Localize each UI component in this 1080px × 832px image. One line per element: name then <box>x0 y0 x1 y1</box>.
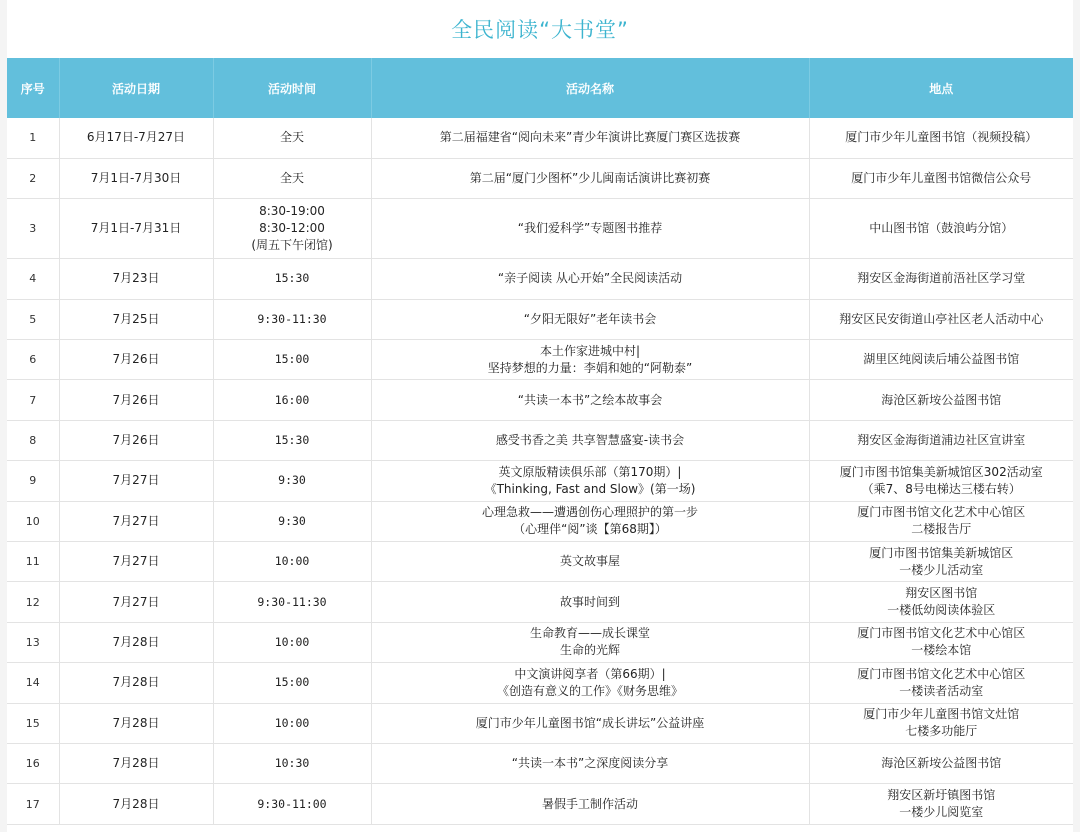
header-row <box>7 58 1073 118</box>
cell-place <box>809 703 1073 743</box>
time-line: 15:00 <box>274 352 310 367</box>
cell-name <box>371 340 809 380</box>
table-row <box>7 784 1073 824</box>
cell-no: 14 <box>7 663 59 703</box>
table-row <box>7 420 1073 460</box>
cell-time <box>213 461 371 501</box>
cell-time <box>213 743 371 783</box>
table-row <box>7 199 1073 259</box>
name-line: “亲子阅读 从心开始”全民阅读活动 <box>497 271 683 286</box>
time-line: 8:30-19:00 <box>259 204 325 219</box>
cell-no: 16 <box>7 743 59 783</box>
place-line: 厦门市图书馆文化艺术中心馆区 <box>857 666 1026 681</box>
place-line: 二楼报告厅 <box>911 522 972 537</box>
cell-name <box>371 199 809 259</box>
place-line: 海沧区新垵公益图书馆 <box>881 392 1002 407</box>
time-line: 10:00 <box>274 634 310 649</box>
cell-name <box>371 501 809 541</box>
cell-time <box>213 420 371 460</box>
cell-no: 11 <box>7 542 59 582</box>
place-line: 厦门市图书馆集美新城馆区 <box>869 545 1014 560</box>
time-line: 9:30 <box>278 473 306 488</box>
name-line: 《创造有意义的工作》《财务思维》 <box>496 683 683 698</box>
cell-date: 7月27日 <box>59 582 213 622</box>
time-line: (周五下午闭馆) <box>251 238 333 253</box>
cell-no: 13 <box>7 622 59 662</box>
name-line: 本土作家进城中村| <box>539 343 641 358</box>
cell-time <box>213 703 371 743</box>
place-line: 翔安区图书馆 <box>905 586 978 601</box>
place-line: 厦门市少年儿童图书馆（视频投稿） <box>845 130 1038 145</box>
cell-place <box>809 542 1073 582</box>
cell-date: 7月25日 <box>59 299 213 339</box>
cell-date: 7月1日-7月30日 <box>59 158 213 198</box>
cell-no: 7 <box>7 380 59 420</box>
header-date: 活动日期 <box>59 58 213 118</box>
cell-date: 7月27日 <box>59 501 213 541</box>
place-line: 七楼多功能厅 <box>905 724 978 739</box>
name-line: 暑假手工制作活动 <box>541 796 638 811</box>
table-body <box>7 118 1073 824</box>
time-line: 9:30-11:00 <box>257 796 327 811</box>
place-line: 厦门市少年儿童图书馆微信公众号 <box>851 171 1032 186</box>
place-line: 厦门市少年儿童图书馆文灶馆 <box>863 707 1020 722</box>
time-line: 16:00 <box>274 392 310 407</box>
cell-time <box>213 158 371 198</box>
table-row <box>7 299 1073 339</box>
table-row <box>7 158 1073 198</box>
cell-name <box>371 703 809 743</box>
cell-date: 7月28日 <box>59 703 213 743</box>
page-title: 全民阅读“大书堂” <box>451 18 629 42</box>
cell-time <box>213 542 371 582</box>
name-line: 中文演讲阅享者（第66期）| <box>514 666 666 681</box>
table-row <box>7 461 1073 501</box>
place-line: 厦门市图书馆集美新城馆区302活动室 <box>839 464 1043 479</box>
title-bar <box>7 0 1073 58</box>
cell-date: 7月26日 <box>59 420 213 460</box>
name-line: 厦门市少年儿童图书馆“成长讲坛”公益讲座 <box>475 715 705 730</box>
cell-no: 12 <box>7 582 59 622</box>
time-line: 9:30 <box>278 513 306 528</box>
place-line: 一楼低幼阅读体验区 <box>887 603 996 618</box>
place-line: 厦门市图书馆文化艺术中心馆区 <box>857 505 1026 520</box>
table-row <box>7 542 1073 582</box>
cell-name <box>371 380 809 420</box>
time-line: 全天 <box>279 130 304 145</box>
cell-name <box>371 158 809 198</box>
cell-date: 7月28日 <box>59 784 213 824</box>
cell-name <box>371 542 809 582</box>
name-line: “共读一本书”之绘本故事会 <box>517 392 663 407</box>
name-line: “共读一本书”之深度阅读分享 <box>511 756 669 771</box>
cell-place <box>809 158 1073 198</box>
place-line: 海沧区新垵公益图书馆 <box>881 756 1002 771</box>
name-line: （心理伴“阅”谈【第68期】） <box>513 522 667 537</box>
cell-place <box>809 461 1073 501</box>
place-line: 湖里区纯阅读后埔公益图书馆 <box>863 352 1020 367</box>
cell-date: 7月27日 <box>59 461 213 501</box>
name-line: “夕阳无限好”老年读书会 <box>523 311 657 326</box>
time-line: 15:30 <box>274 271 310 286</box>
cell-date: 7月28日 <box>59 663 213 703</box>
cell-date: 7月26日 <box>59 380 213 420</box>
cell-no: 3 <box>7 199 59 259</box>
table-row <box>7 380 1073 420</box>
cell-place <box>809 663 1073 703</box>
cell-place <box>809 784 1073 824</box>
cell-time <box>213 582 371 622</box>
cell-no: 9 <box>7 461 59 501</box>
place-line: 一楼读者活动室 <box>899 683 984 698</box>
cell-place <box>809 501 1073 541</box>
cell-place <box>809 259 1073 299</box>
table-row <box>7 340 1073 380</box>
table-row <box>7 703 1073 743</box>
name-line: 《Thinking, Fast and Slow》(第一场) <box>484 481 696 496</box>
cell-name <box>371 784 809 824</box>
place-line: 一楼少儿活动室 <box>899 562 984 577</box>
cell-time <box>213 340 371 380</box>
header-no: 序号 <box>7 58 59 118</box>
cell-place <box>809 622 1073 662</box>
cell-place <box>809 582 1073 622</box>
time-line: 10:30 <box>274 756 310 771</box>
name-line: 英文原版精读俱乐部（第170期）| <box>498 464 682 479</box>
cell-name <box>371 582 809 622</box>
cell-time <box>213 501 371 541</box>
cell-time <box>213 259 371 299</box>
cell-time <box>213 663 371 703</box>
place-line: 厦门市图书馆文化艺术中心馆区 <box>857 626 1026 641</box>
cell-place <box>809 118 1073 158</box>
table-row <box>7 663 1073 703</box>
cell-date: 7月23日 <box>59 259 213 299</box>
name-line: 第二届福建省“阅向未来”青少年演讲比赛厦门赛区选拔赛 <box>439 130 741 145</box>
name-line: 故事时间到 <box>559 594 620 609</box>
cell-date: 7月26日 <box>59 340 213 380</box>
name-line: 生命的光辉 <box>559 643 620 658</box>
table-row <box>7 622 1073 662</box>
cell-name <box>371 420 809 460</box>
time-line: 15:00 <box>274 675 310 690</box>
cell-date: 7月28日 <box>59 743 213 783</box>
cell-no: 2 <box>7 158 59 198</box>
cell-name <box>371 259 809 299</box>
name-line: “我们爱科学”专题图书推荐 <box>517 221 663 236</box>
place-line: 翔安区金海街道浦边社区宣讲室 <box>857 433 1026 448</box>
time-line: 9:30-11:30 <box>257 594 327 609</box>
name-line: 第二届“厦门少图杯”少儿闽南话演讲比赛初赛 <box>469 171 711 186</box>
activity-table <box>7 58 1073 825</box>
cell-no: 17 <box>7 784 59 824</box>
cell-no: 1 <box>7 118 59 158</box>
cell-no: 8 <box>7 420 59 460</box>
cell-name <box>371 743 809 783</box>
time-line: 15:30 <box>274 433 310 448</box>
cell-time <box>213 299 371 339</box>
place-line: 翔安区新圩镇图书馆 <box>887 788 996 803</box>
table-row <box>7 743 1073 783</box>
cell-name <box>371 461 809 501</box>
cell-time <box>213 622 371 662</box>
cell-time <box>213 199 371 259</box>
place-line: 一楼少儿阅览室 <box>899 805 984 820</box>
cell-no: 6 <box>7 340 59 380</box>
table-row <box>7 118 1073 158</box>
cell-name <box>371 299 809 339</box>
name-line: 英文故事屋 <box>559 554 620 569</box>
cell-no: 15 <box>7 703 59 743</box>
header-place: 地点 <box>929 81 954 96</box>
table-row <box>7 582 1073 622</box>
name-line: 坚持梦想的力量：李娟和她的“阿勒泰” <box>487 360 693 375</box>
cell-no: 10 <box>7 501 59 541</box>
cell-place <box>809 420 1073 460</box>
time-line: 10:00 <box>274 715 310 730</box>
cell-time <box>213 118 371 158</box>
place-line: 翔安区民安街道山亭社区老人活动中心 <box>839 311 1044 326</box>
cell-place <box>809 340 1073 380</box>
cell-place <box>809 743 1073 783</box>
time-line: 10:00 <box>274 554 310 569</box>
cell-no: 5 <box>7 299 59 339</box>
place-line: 中山图书馆（鼓浪屿分馆） <box>869 221 1014 236</box>
cell-name <box>371 622 809 662</box>
cell-time <box>213 784 371 824</box>
place-line: （乘7、8号电梯达三楼右转） <box>861 481 1021 496</box>
cell-no: 4 <box>7 259 59 299</box>
name-line: 心理急救——遭遇创伤心理照护的第一步 <box>481 505 698 520</box>
cell-place <box>809 299 1073 339</box>
header-time: 活动时间 <box>213 58 371 118</box>
cell-name <box>371 663 809 703</box>
time-line: 8:30-12:00 <box>259 221 325 236</box>
name-line: 感受书香之美 共享智慧盛宴-读书会 <box>495 433 685 448</box>
place-line: 一楼绘本馆 <box>911 643 972 658</box>
activity-sheet <box>7 0 1073 832</box>
cell-date: 6月17日-7月27日 <box>59 118 213 158</box>
name-line: 生命教育——成长课堂 <box>529 626 650 641</box>
cell-place <box>809 380 1073 420</box>
time-line: 9:30-11:30 <box>257 311 327 326</box>
header-name: 活动名称 <box>371 58 809 118</box>
place-line: 翔安区金海街道前浯社区学习堂 <box>857 271 1026 286</box>
cell-time <box>213 380 371 420</box>
cell-date: 7月28日 <box>59 622 213 662</box>
cell-place <box>809 199 1073 259</box>
table-row <box>7 501 1073 541</box>
cell-date: 7月27日 <box>59 542 213 582</box>
table-row <box>7 259 1073 299</box>
cell-name <box>371 118 809 158</box>
table-header <box>7 58 1073 118</box>
time-line: 全天 <box>279 171 304 186</box>
cell-date: 7月1日-7月31日 <box>59 199 213 259</box>
